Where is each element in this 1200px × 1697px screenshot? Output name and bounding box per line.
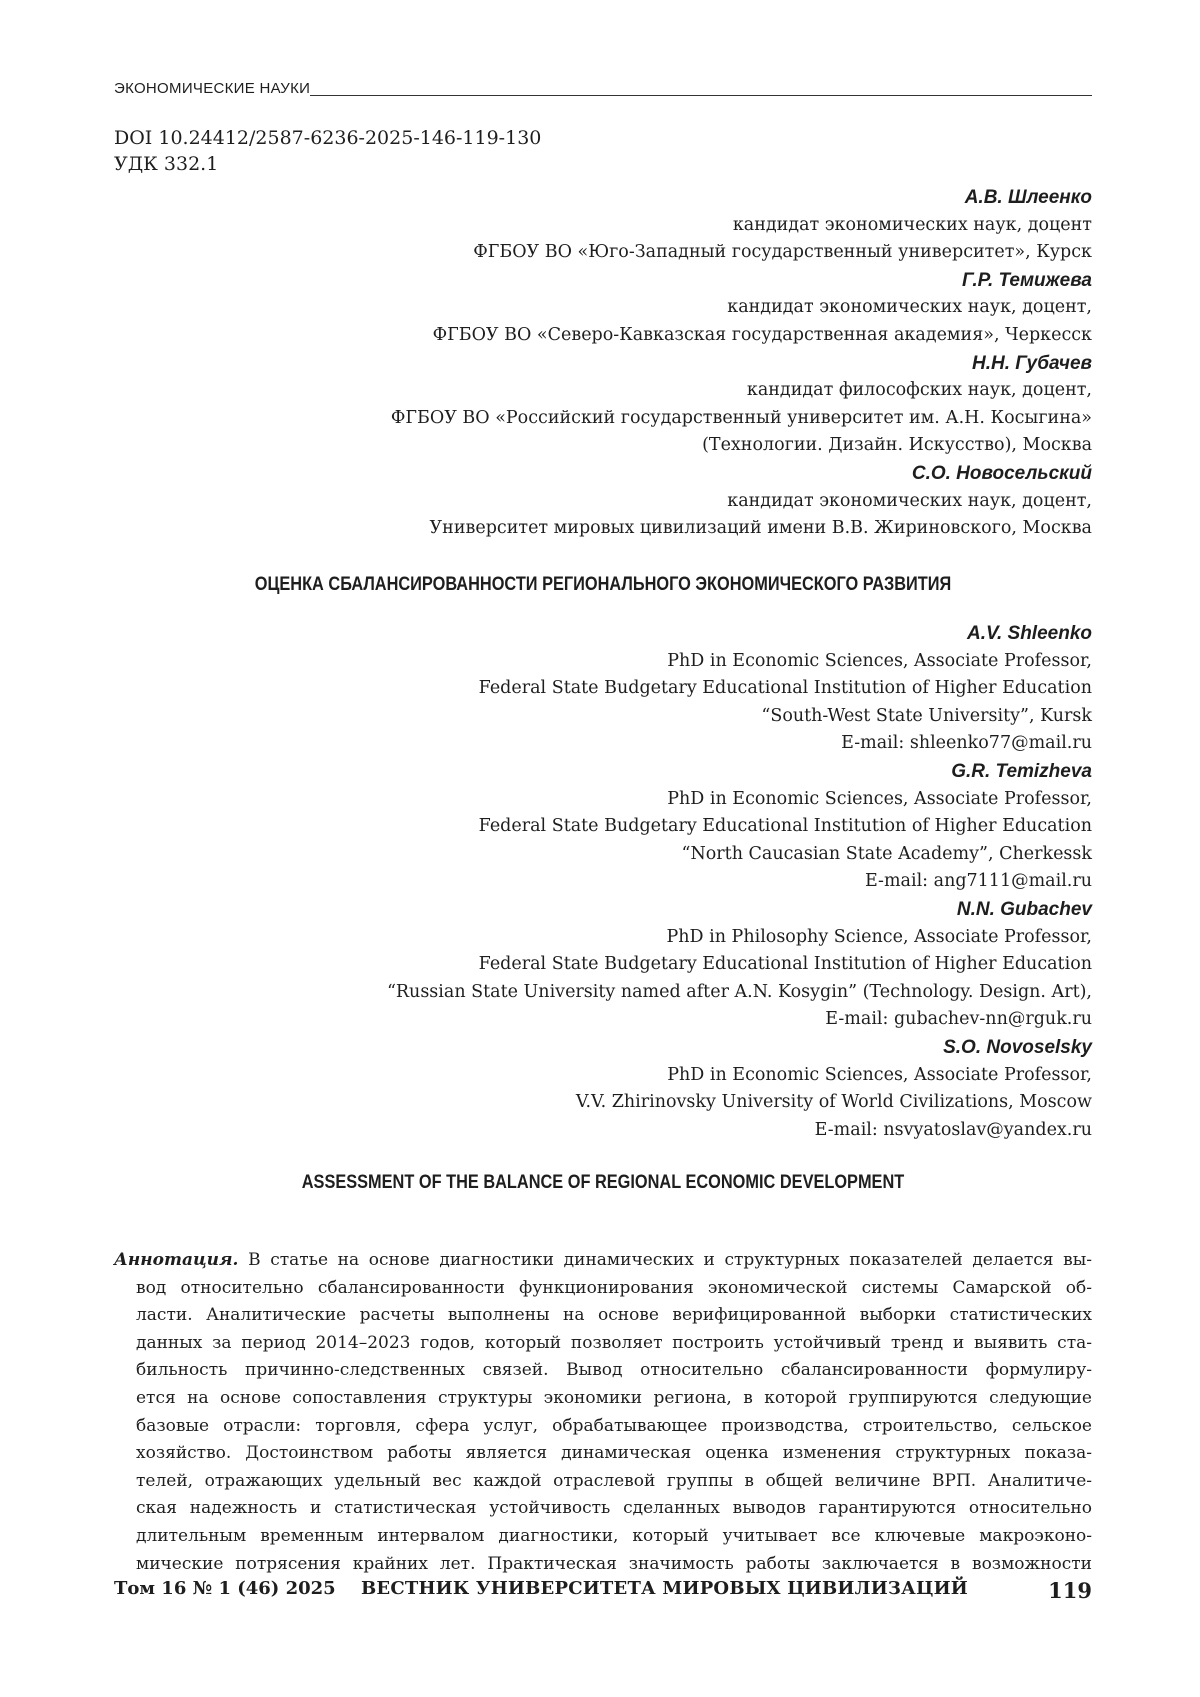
author-name: С.О. Новосельский bbox=[911, 462, 1092, 484]
author-affiliation: PhD in Economic Sciences, Associate Professor, bbox=[667, 788, 1092, 809]
author-affiliation: PhD in Economic Sciences, Associate Professor, bbox=[667, 650, 1092, 671]
issue-info: Том 16 № 1 (46) 2025 bbox=[114, 1578, 336, 1599]
author-affiliation: “South-West State University”, Kursk bbox=[761, 705, 1092, 726]
authors-ru bbox=[200, 184, 1092, 543]
author-affiliation: Federal State Budgetary Educational Institution of Higher Education bbox=[478, 954, 1092, 975]
author-name: S.O. Novoselsky bbox=[943, 1036, 1092, 1058]
author-affiliation: кандидат экономических наук, доцент, bbox=[727, 490, 1092, 511]
author-name: G.R. Temizheva bbox=[951, 760, 1092, 782]
author-name: N.N. Gubachev bbox=[956, 898, 1092, 920]
article-title-ru: ОЦЕНКА СБАЛАНСИРОВАННОСТИ РЕГИОНАЛЬНОГО ЭКОНОМИЧЕСКОГО РАЗВИТИЯ bbox=[254, 574, 952, 595]
authors-en bbox=[200, 620, 1092, 1144]
abstract-line bbox=[114, 1247, 1092, 1275]
author-affiliation: PhD in Economic Sciences, Associate Professor, bbox=[667, 1064, 1092, 1085]
author-name: Н.Н. Губачев bbox=[972, 352, 1092, 374]
author-affiliation: ФГБОУ ВО «Юго-Западный государственный университет», Курск bbox=[473, 242, 1092, 263]
section-title: ЭКОНОМИЧЕСКИЕ НАУКИ bbox=[114, 80, 311, 97]
author-affiliation: V.V. Zhirinovsky University of World Civilizations, Moscow bbox=[575, 1092, 1092, 1113]
abstract-label: Аннотация. bbox=[114, 1250, 239, 1270]
author-name: A.V. Shleenko bbox=[967, 623, 1092, 644]
doi[interactable]: DOI 10.24412/2587-6236-2025-146-119-130 bbox=[114, 127, 542, 149]
author-affiliation: Federal State Budgetary Educational Institution of Higher Education bbox=[478, 678, 1092, 699]
abstract-line: бильность причинно-следственных связей. Вывод относительно сбалансированности формулиру- bbox=[136, 1360, 1092, 1381]
author-affiliation: кандидат философских наук, доцент, bbox=[746, 380, 1092, 401]
author-affiliation: кандидат экономических наук, доцент, bbox=[727, 297, 1092, 318]
author-affiliation: ФГБОУ ВО «Российский государственный университет им. А.Н. Косыгина» bbox=[390, 407, 1092, 428]
page-number: 119 bbox=[1048, 1578, 1092, 1603]
author-affiliation: PhD in Philosophy Science, Associate Professor, bbox=[666, 926, 1092, 947]
article-identifiers bbox=[114, 125, 541, 177]
author-name: А.В. Шлеенко bbox=[964, 187, 1092, 208]
abstract-line: хозяйство. Достоинством работы является динамическая оценка изменения структурных показа- bbox=[136, 1443, 1092, 1464]
author-email[interactable]: E-mail: nsvyatoslav@yandex.ru bbox=[814, 1119, 1092, 1140]
author-affiliation: Federal State Budgetary Educational Institution of Higher Education bbox=[478, 816, 1092, 837]
author-email[interactable]: E-mail: shleenko77@mail.ru bbox=[841, 733, 1092, 754]
abstract-line: мические потрясения крайних лет. Практическая значимость работы заключается в возможности bbox=[136, 1553, 1092, 1574]
abstract-line: вод относительно сбалансированности функционирования экономической системы Самарской об- bbox=[136, 1277, 1092, 1298]
abstract-line: ется на основе сопоставления структуры экономики региона, в которой группируются следующие bbox=[136, 1387, 1092, 1408]
abstract-line: базовые отрасли: торговля, сфера услуг, обрабатывающее производства, строительство, сельское bbox=[136, 1415, 1092, 1436]
abstract-line: данных за период 2014–2023 годов, который позволяет построить устойчивый тренд и выявить ста- bbox=[136, 1332, 1092, 1353]
journal-name: ВЕСТНИК УНИВЕРСИТЕТА МИРОВЫХ ЦИВИЛИЗАЦИЙ bbox=[361, 1578, 968, 1599]
author-email[interactable]: E-mail: ang7111@mail.ru bbox=[864, 871, 1092, 892]
abstract-line: ская надежность и статистическая устойчивость сделанных выводов гарантируются относительно bbox=[136, 1498, 1092, 1519]
abstract-text: В статье на основе диагностики динамических и структурных показателей делается вы- bbox=[238, 1250, 1092, 1270]
article-title-en: ASSESSMENT OF THE BALANCE OF REGIONAL ECONOMIC DEVELOPMENT bbox=[301, 1172, 905, 1193]
page-footer bbox=[114, 1578, 1092, 1608]
author-affiliation: Университет мировых цивилизаций имени В.В. Жириновского, Москва bbox=[429, 518, 1092, 539]
abstract-line: длительным временным интервалом диагностики, который учитывает все ключевые макроэконо- bbox=[136, 1525, 1092, 1546]
author-affiliation: “Russian State University named after A.N. Kosygin” (Technology. Design. Art), bbox=[386, 981, 1092, 1002]
abstract-line: телей, отражающих удельный вес каждой отраслевой группы в общей величине ВРП. Аналитиче- bbox=[136, 1470, 1092, 1491]
author-affiliation: кандидат экономических наук, доцент bbox=[732, 214, 1092, 235]
author-affiliation: (Технологии. Дизайн. Искусство), Москва bbox=[702, 435, 1092, 456]
abstract-line: ласти. Аналитические расчеты выполнены на основе верифицированной выборки статистических bbox=[136, 1305, 1092, 1326]
author-name: Г.Р. Темижева bbox=[961, 269, 1092, 291]
header-rule bbox=[310, 95, 1092, 96]
udk: УДК 332.1 bbox=[114, 153, 219, 175]
abstract bbox=[114, 1247, 1092, 1578]
running-header bbox=[114, 80, 1092, 102]
author-affiliation: “North Caucasian State Academy”, Cherkessk bbox=[681, 843, 1092, 864]
author-email[interactable]: E-mail: gubachev-nn@rguk.ru bbox=[825, 1009, 1092, 1030]
author-affiliation: ФГБОУ ВО «Северо-Кавказская государственная академия», Черкесск bbox=[432, 324, 1092, 345]
